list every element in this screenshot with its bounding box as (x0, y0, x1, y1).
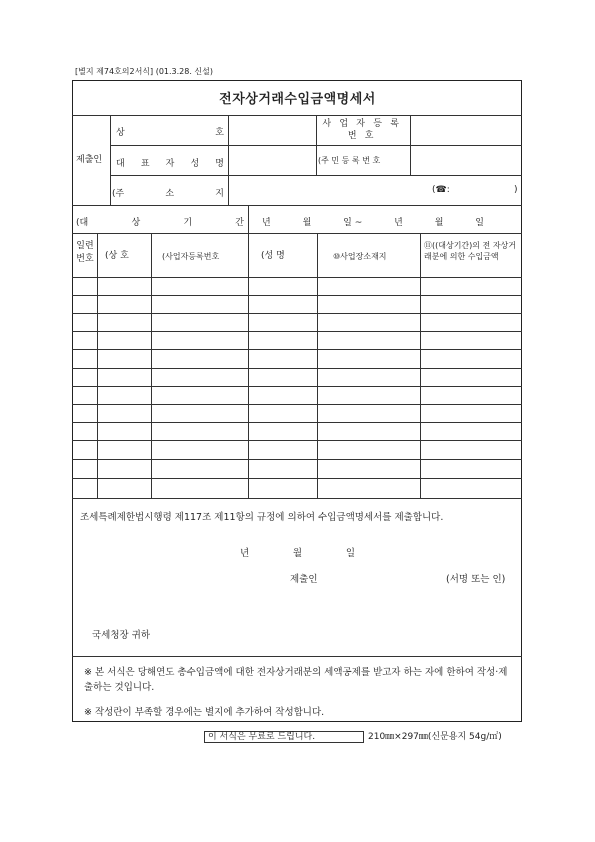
trade-name-label: 상 호 (116, 128, 224, 138)
table-row[interactable] (72, 331, 522, 332)
free-notice: 이 서식은 무료로 드립니다. (208, 732, 316, 742)
sign-note: (서명 또는 인) (446, 574, 506, 585)
phone-close: ) (514, 185, 518, 195)
statement: 조세특례제한법시행령 제117조 제11항의 규정에 의하여 수입금액명세서를 제출합니다. (80, 512, 444, 523)
table-row[interactable] (72, 368, 522, 369)
period-label: (대 상 기 간 (76, 218, 244, 228)
table-row[interactable] (72, 422, 522, 423)
form-id: [별지 제74호의2서식] (01.3.28. 신설) (75, 67, 214, 76)
table-row[interactable] (72, 478, 522, 479)
table-row[interactable] (72, 349, 522, 350)
submitter-label: 제출인 (76, 155, 103, 165)
form-frame (72, 80, 522, 722)
table-row[interactable] (72, 459, 522, 460)
page-title: 전자상거래수입금액명세서 (219, 92, 376, 107)
table-row[interactable] (72, 313, 522, 314)
col-serial: 일련 번호 (76, 241, 94, 264)
note-2: ※ 작성란이 부족할 경우에는 별지에 추가하여 작성합니다. (84, 707, 325, 718)
date-line: 년 월 일 (240, 548, 355, 559)
resident-no-label: (주 민 등 록 번 호 (318, 156, 381, 165)
table-row[interactable] (72, 498, 522, 499)
col-trade-name: (상 호 (105, 251, 129, 261)
note-1: ※ 본 서식은 당해연도 총수입금액에 대한 전자상거래분의 세액공제를 받고자 하는 자에 한하여 작성·제출하는 것입니다. (84, 667, 508, 693)
col-revenue: ⑪((대상기간)의 전 자상거래분에 의한 수입금액 (424, 241, 517, 261)
paper-spec: 210㎜×297㎜(신문용지 54g/㎡) (368, 732, 502, 742)
table-row[interactable] (72, 404, 522, 405)
address-label: (주 소 지 (112, 189, 224, 199)
table-row[interactable] (72, 386, 522, 387)
recipient: 국세청장 귀하 (92, 630, 151, 641)
table-row[interactable] (72, 295, 522, 296)
phone-label: (☎: (432, 185, 450, 195)
col-address: ⑩사업장소재지 (333, 252, 387, 261)
rep-name-label: 대 표 자 성 명 (116, 159, 224, 169)
col-biz-reg-no: (사업자등록번호 (162, 252, 220, 261)
period-value: 년 월 일 ~ 년 월 일 (262, 218, 484, 228)
signer-label: 제출인 (290, 574, 318, 585)
table-row[interactable] (72, 440, 522, 441)
biz-reg-no-label: 사 업 자 등 록 번 호 (322, 119, 402, 141)
col-name: (성 명 (261, 251, 285, 261)
